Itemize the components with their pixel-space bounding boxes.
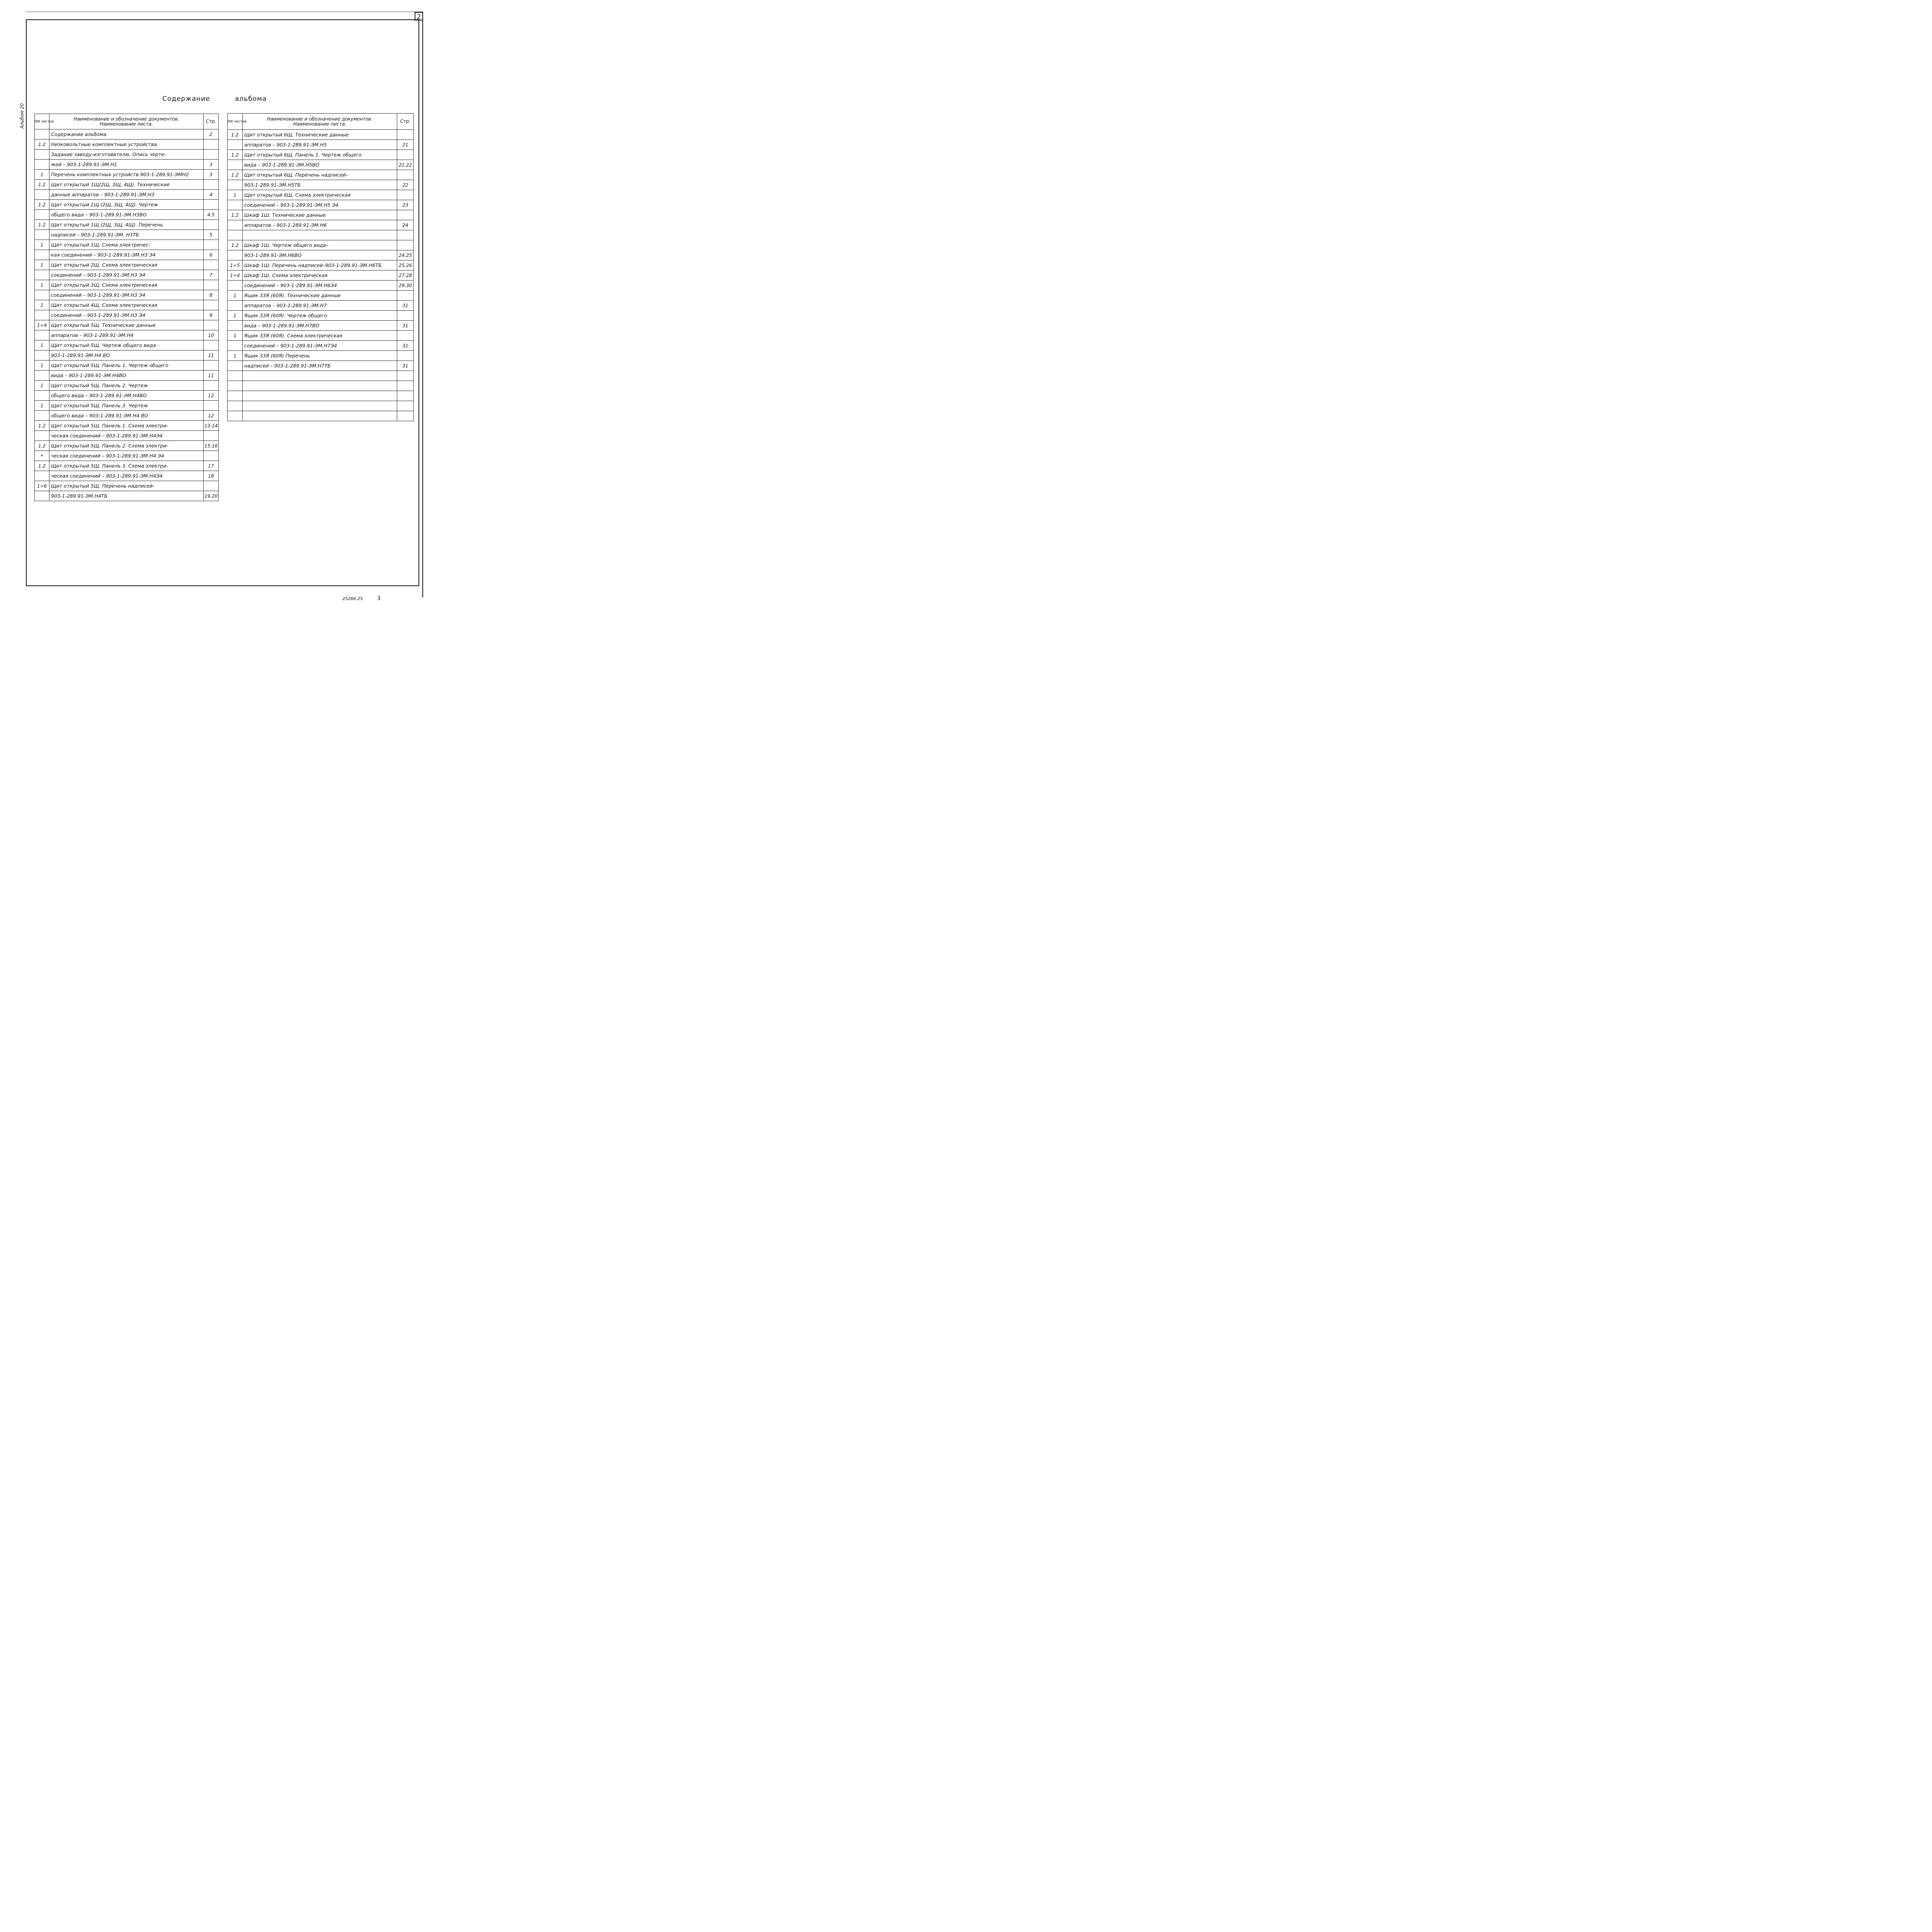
document-name-cell: аппаратов – 903-1-289.91-ЭМ.Н6 <box>243 220 397 230</box>
table-row <box>228 250 414 260</box>
table-row <box>35 471 219 481</box>
page-cell <box>397 391 414 401</box>
document-name-cell: Щит открытый 1Щ (2Щ, 3Щ, 4Щ). Перечень <box>49 220 204 230</box>
table-row <box>35 451 219 461</box>
table-row <box>35 401 219 411</box>
page-cell <box>204 150 219 160</box>
sheet-count-cell <box>35 431 49 441</box>
page-cell: 3 <box>204 170 219 180</box>
page-cell <box>204 240 219 250</box>
right-border-line <box>422 12 423 597</box>
sheet-count-cell: 1.2 <box>35 461 49 471</box>
table-row <box>35 290 219 300</box>
table-row <box>35 330 219 340</box>
table-row <box>228 260 414 270</box>
page-cell <box>397 240 414 250</box>
sheet-count-cell: 1.2 <box>35 180 49 190</box>
table-row <box>228 341 414 351</box>
sheet-count-cell: 1÷4 <box>35 320 49 330</box>
table-row <box>228 401 414 411</box>
page-cell <box>397 311 414 321</box>
document-name-cell: соединений – 903-1-289.91-ЭМ.Н7Э4 <box>243 341 397 351</box>
document-name-cell: Ящик 33Я (60Я). Схема электрическая <box>243 331 397 341</box>
sheet-count-cell: 1 <box>228 291 243 301</box>
page-cell <box>397 190 414 200</box>
document-name-cell: Щит открытый 1Щ. Схема электричес- <box>49 240 204 250</box>
sheet-count-cell: 1 <box>35 280 49 290</box>
document-name-cell: соединений – 903-1-289.91-ЭМ.Н3 Э4 <box>49 310 204 320</box>
page-cell: 15.16 <box>204 441 219 451</box>
page-cell <box>204 200 219 210</box>
table-row <box>35 300 219 310</box>
table-row <box>35 361 219 371</box>
page-title <box>162 95 278 107</box>
sheet-count-cell: 1 <box>35 340 49 350</box>
table-row <box>228 130 414 140</box>
document-name-cell: Щит открытый 1Щ(2Щ, 3Щ, 4Щ). Технические <box>49 180 204 190</box>
page-cell: 27.28 <box>397 270 414 281</box>
document-name-cell: Ящик 33Я (60Я). Чертеж общего <box>243 311 397 321</box>
page-cell <box>397 401 414 411</box>
title-word-2: альбома <box>235 95 267 103</box>
document-name-cell: соединений – 903-1-289.91-ЭМ.Н3 Э4 <box>49 270 204 280</box>
table-row <box>35 371 219 381</box>
page-cell: 13.14 <box>204 421 219 431</box>
sheet-count-cell: 1 <box>35 401 49 411</box>
page-cell: 31 <box>397 341 414 351</box>
header-name-line1: Наименование и обозначение документов. <box>73 116 179 122</box>
document-name-cell: Щит открытый 5Щ. Чертеж общего вида - <box>49 340 204 350</box>
page-cell <box>204 139 219 150</box>
table-row <box>228 281 414 291</box>
document-name-cell: надписей – 903-1-289.91-ЭМ.Н7ТБ <box>243 361 397 371</box>
document-name-cell: Щит открытый 5Щ. Перечень надписей– <box>49 481 204 491</box>
document-name-cell: Задание заводу-изготовителю. Опись черте- <box>49 150 204 160</box>
page-cell <box>204 280 219 290</box>
header-name <box>49 114 204 129</box>
sheet-count-cell <box>35 491 49 501</box>
page-cell <box>204 260 219 270</box>
page-cell: 29.30 <box>397 281 414 291</box>
table-row <box>35 220 219 230</box>
table-row <box>35 170 219 180</box>
document-name-cell: Содержание альбома. <box>49 129 204 139</box>
page-cell: 25.26 <box>397 260 414 270</box>
sheet-count-cell: 1÷5 <box>228 260 243 270</box>
header-name <box>243 114 397 130</box>
sheet-count-cell: 1.2 <box>228 130 243 140</box>
page-cell <box>204 431 219 441</box>
sheet-count-cell <box>35 210 49 220</box>
table-row <box>228 240 414 250</box>
page-cell <box>397 411 414 421</box>
page-cell: 23 <box>397 200 414 210</box>
page-cell: 31 <box>397 361 414 371</box>
table-row <box>228 311 414 321</box>
table-row <box>228 391 414 401</box>
table-row <box>35 340 219 350</box>
table-row <box>35 240 219 250</box>
sheet-count-cell: • <box>35 451 49 461</box>
sheet-count-cell <box>35 190 49 200</box>
table-row <box>35 129 219 139</box>
sheet-count-cell: 1 <box>35 240 49 250</box>
sheet-count-cell <box>35 310 49 320</box>
sheet-count-cell: 1÷6 <box>35 481 49 491</box>
sheet-count-cell <box>35 150 49 160</box>
header-page: Стр. <box>204 114 219 129</box>
document-name-cell: Щит открытый 1Щ (2Щ, 3Щ, 4Щ). Чертеж <box>49 200 204 210</box>
table-row <box>228 200 414 210</box>
sheet-count-cell <box>35 350 49 361</box>
sheet-count-cell <box>228 200 243 210</box>
table-row <box>228 381 414 391</box>
sheet-count-cell <box>228 281 243 291</box>
page-cell <box>397 371 414 381</box>
page-cell: 9 <box>204 310 219 320</box>
page-number: 2 <box>415 12 422 20</box>
document-name-cell: Низковольтные комплектные устройства <box>49 139 204 150</box>
page-cell <box>204 320 219 330</box>
contents-table-right <box>227 113 414 421</box>
sheet-count-cell: 1.2 <box>228 150 243 160</box>
page-cell: 21 <box>397 140 414 150</box>
page-cell <box>204 340 219 350</box>
document-name-cell: Щит открытый 6Щ. Перечень надписей– <box>243 170 397 180</box>
table-row <box>35 320 219 330</box>
page-cell: 24 <box>397 220 414 230</box>
sheet-count-cell: 1.2 <box>228 170 243 180</box>
table-row <box>35 270 219 280</box>
header-name-line2: Наименование листа. <box>100 121 153 127</box>
page-cell <box>204 180 219 190</box>
table-row <box>35 431 219 441</box>
sheet-count-cell <box>228 140 243 150</box>
document-name-cell: Щит открытый 4Щ. Схема электрическая <box>49 300 204 310</box>
page-cell: 17 <box>204 461 219 471</box>
sheet-count-cell <box>35 411 49 421</box>
page-cell: 19.20 <box>204 491 219 501</box>
document-name-cell: Перечень комплектных устройств 903-1-289.91-ЭМН2 <box>49 170 204 180</box>
page-cell: 22 <box>397 180 414 190</box>
page-cell: 11 <box>204 371 219 381</box>
page-cell <box>204 300 219 310</box>
document-name-cell: 903-1-289.91-ЭМ.Н4 ВО <box>49 350 204 361</box>
document-name-cell: надписей – 903-1-289.91-ЭМ. Н3ТБ <box>49 230 204 240</box>
document-name-cell: Щит открытый 6Щ. Схема электрическая <box>243 190 397 200</box>
table-row <box>228 160 414 170</box>
page-cell: 24.25 <box>397 250 414 260</box>
table-row <box>35 280 219 290</box>
header-num: NN листов <box>35 114 49 129</box>
sheet-count-cell <box>35 471 49 481</box>
document-name-cell: Шкаф 1Ш. Схема электрическая <box>243 270 397 281</box>
table-row <box>35 139 219 150</box>
sheet-count-cell: 1.2 <box>35 139 49 150</box>
sheet-count-cell: 1 <box>35 300 49 310</box>
table-row <box>35 250 219 260</box>
document-name-cell: аппаратов – 903-1-289.91-ЭМ.Н7 <box>243 301 397 311</box>
table-row <box>228 361 414 371</box>
sheet-count-cell: 1 <box>35 381 49 391</box>
document-code: 25266-25 <box>342 596 363 601</box>
table-row <box>35 411 219 421</box>
document-name-cell: ческая соединений – 903-1-289.91-ЭМ.Н4 Э4 <box>49 451 204 461</box>
page-cell <box>397 170 414 180</box>
sheet-count-cell <box>228 341 243 351</box>
sheet-count-cell <box>228 321 243 331</box>
sheet-count-cell <box>228 230 243 240</box>
sheet-count-cell <box>35 290 49 300</box>
page-cell <box>204 381 219 391</box>
page-cell: 2 <box>204 129 219 139</box>
document-name-cell: общего вида – 903-1-289.91-ЭМ.Н4 ВО <box>49 411 204 421</box>
sheet-count-cell: 1 <box>228 351 243 361</box>
page-cell: 12 <box>204 391 219 401</box>
page-cell <box>204 401 219 411</box>
sheet-count-cell <box>228 250 243 260</box>
page-cell <box>204 451 219 461</box>
document-name-cell: вида – 903-1-289.91-ЭМ.Н4ВО <box>49 371 204 381</box>
table-row <box>35 391 219 401</box>
document-name-cell <box>243 391 397 401</box>
table-row <box>35 160 219 170</box>
table-row <box>35 260 219 270</box>
document-name-cell: аппаратов – 903-1-289.91-ЭМ.Н5 <box>243 140 397 150</box>
table-row <box>228 150 414 160</box>
sheet-count-cell <box>228 180 243 190</box>
sheet-count-cell <box>228 411 243 421</box>
document-name-cell: Щит открытый 5Щ. Панель 1. Схема электри- <box>49 421 204 431</box>
sheet-count-cell: 1.2 <box>228 240 243 250</box>
page-cell <box>204 361 219 371</box>
table-row <box>228 190 414 200</box>
table-row <box>228 230 414 240</box>
document-name-cell: Ящик 33Я (60Я). Технические данные <box>243 291 397 301</box>
sheet-count-cell <box>35 371 49 381</box>
title-word-1: Содержание <box>162 95 210 103</box>
table-row <box>228 411 414 421</box>
document-name-cell: Шкаф 1Ш. Перечень надписей–903-1-289.91-ЭМ.Н6ТБ <box>243 260 397 270</box>
table-row <box>35 230 219 240</box>
document-name-cell: ческая соединений – 903-1-289.91-ЭМ.Н4Э4 <box>49 431 204 441</box>
page-cell <box>397 210 414 220</box>
document-name-cell: соединений – 903-1-289.91-ЭМ.Н3 Э4 <box>49 290 204 300</box>
page-cell: 7 <box>204 270 219 280</box>
document-name-cell: аппаратов – 903-1-289.91-ЭМ.Н4 <box>49 330 204 340</box>
table-row <box>35 310 219 320</box>
table-row <box>35 210 219 220</box>
contents-table-left <box>34 114 219 501</box>
page-cell: 18 <box>204 471 219 481</box>
sheet-count-cell <box>35 129 49 139</box>
document-name-cell: Щит открытый 3Щ. Схема электрическая <box>49 280 204 290</box>
sheet-count-cell <box>35 330 49 340</box>
document-name-cell: Щит открытый 5Щ. Панель 3. Схема электри- <box>49 461 204 471</box>
sheet-count-cell <box>35 250 49 260</box>
page-cell: 31 <box>397 301 414 311</box>
sheet-count-cell <box>228 361 243 371</box>
document-name-cell: общего вида – 903-1-289.91-ЭМ.Н3ВО <box>49 210 204 220</box>
table-row <box>35 190 219 200</box>
table-row <box>35 350 219 361</box>
sheet-count-cell: 1.2 <box>35 200 49 210</box>
table-row <box>35 180 219 190</box>
sheet-count-cell <box>228 391 243 401</box>
table-row <box>228 291 414 301</box>
page-cell <box>397 130 414 140</box>
document-name-cell: ческая соединений – 903-1-289.91-ЭМ.Н4Э4 <box>49 471 204 481</box>
document-name-cell <box>243 371 397 381</box>
album-side-label: Альбом 20 <box>19 103 25 129</box>
sheet-count-cell: 1.2 <box>35 441 49 451</box>
header-name-line1: Наименование и обозначение документов. <box>267 116 373 122</box>
document-name-cell: Ящик 33Я (60Я) Перечень <box>243 351 397 361</box>
document-name-cell: общего вида – 903-1-289.91-ЭМ.Н4ВО <box>49 391 204 401</box>
document-name-cell: Щит открытый 5Щ. Панель 3. Чертеж <box>49 401 204 411</box>
document-name-cell <box>243 401 397 411</box>
sheet-count-cell <box>228 301 243 311</box>
document-name-cell: вида – 903-1-289.91-ЭМ.Н7ВО <box>243 321 397 331</box>
table-row <box>35 461 219 471</box>
sheet-count-cell: 1 <box>228 331 243 341</box>
table-row <box>228 210 414 220</box>
document-name-cell: Щит открытый 6Щ. Технические данные <box>243 130 397 140</box>
sheet-count-cell: 1.2 <box>228 210 243 220</box>
sheet-count-cell: 1 <box>35 170 49 180</box>
sheet-count-cell <box>228 381 243 391</box>
document-name-cell: вида – 903-1-289.91-ЭМ.Н5ВО <box>243 160 397 170</box>
page-cell: 4.5 <box>204 210 219 220</box>
sheet-count-cell: 1÷4 <box>228 270 243 281</box>
sheet-count-cell: 1 <box>35 361 49 371</box>
page-cell <box>204 220 219 230</box>
table-row <box>228 270 414 281</box>
page-cell <box>397 230 414 240</box>
table-row <box>228 140 414 150</box>
table-row <box>35 381 219 391</box>
document-name-cell <box>243 411 397 421</box>
document-name-cell: 903-1-289.91-ЭМ.Н5ТБ <box>243 180 397 190</box>
page-cell <box>397 381 414 391</box>
document-name-cell: Щит открытый 5Щ. Панель 2. Чертеж <box>49 381 204 391</box>
sheet-number: 3 <box>377 595 381 602</box>
document-name-cell: Щит открытый 2Щ. Схема электрическая <box>49 260 204 270</box>
table-row <box>228 331 414 341</box>
document-name-cell: Шкаф 1Ш. Чертеж общего вида– <box>243 240 397 250</box>
table-row <box>228 170 414 180</box>
table-row <box>228 321 414 331</box>
table-row <box>35 150 219 160</box>
sheet-count-cell <box>228 401 243 411</box>
sheet-count-cell <box>228 220 243 230</box>
page-cell: 4 <box>204 190 219 200</box>
document-name-cell: кая соединений – 903-1-289.91-ЭМ.Н3 Э4 <box>49 250 204 260</box>
document-name-cell: Щит открытый 5Щ. Панель 1. Чертеж общего <box>49 361 204 371</box>
sheet-count-cell: 1 <box>228 311 243 321</box>
document-name-cell: данные аппаратов – 903-1-289.91-ЭМ.Н3 <box>49 190 204 200</box>
page-cell: 10 <box>204 330 219 340</box>
page-cell <box>397 150 414 160</box>
sheet-count-cell: 1 <box>228 190 243 200</box>
page-cell: 3 <box>204 160 219 170</box>
sheet-count-cell <box>228 371 243 381</box>
document-name-cell <box>243 381 397 391</box>
page-cell: 12 <box>204 411 219 421</box>
document-name-cell: Шкаф 1Ш. Технические данные <box>243 210 397 220</box>
sheet-count-cell <box>35 230 49 240</box>
table-row <box>35 491 219 501</box>
table-row <box>228 220 414 230</box>
page-cell: 21.22 <box>397 160 414 170</box>
sheet-count-cell <box>35 391 49 401</box>
document-name-cell: 903-1-289.91-ЭМ.Н6ВО <box>243 250 397 260</box>
table-row <box>35 481 219 491</box>
page-cell <box>397 351 414 361</box>
document-name-cell: жей – 903-1-289.91-ЭМ.Н1 <box>49 160 204 170</box>
page-cell <box>397 331 414 341</box>
sheet-count-cell <box>35 160 49 170</box>
table-row <box>35 200 219 210</box>
table-row <box>35 421 219 431</box>
page-cell: 5 <box>204 230 219 240</box>
sheet-count-cell: 1.2 <box>35 220 49 230</box>
page-cell: 11 <box>204 350 219 361</box>
document-name-cell: Щит открытый 6Щ. Панель 1. Чертеж общего <box>243 150 397 160</box>
sheet-count-cell <box>228 160 243 170</box>
page-cell <box>397 291 414 301</box>
table-row <box>228 371 414 381</box>
document-name-cell: соединений – 903-1-289.91-ЭМ.Н5 Э4 <box>243 200 397 210</box>
sheet-count-cell: 1 <box>35 260 49 270</box>
table-row <box>228 351 414 361</box>
table-row <box>228 301 414 311</box>
table-row <box>228 180 414 190</box>
header-num: NN листов <box>228 114 243 130</box>
document-name-cell: Щит открытый 5Щ. Панель 2. Схема электри- <box>49 441 204 451</box>
sheet-count-cell: 1.2 <box>35 421 49 431</box>
document-name-cell: соединений – 903-1-289.91-ЭМ.Н6Э4 <box>243 281 397 291</box>
page-cell: 31 <box>397 321 414 331</box>
document-name-cell: 903-1-289.91-ЭМ.Н4ТБ <box>49 491 204 501</box>
page-cell <box>204 481 219 491</box>
document-name-cell: Щит открытый 5Щ. Технические данные <box>49 320 204 330</box>
header-name-line2: Наименование листа. <box>293 121 347 127</box>
page-cell: 6 <box>204 250 219 260</box>
document-name-cell <box>243 230 397 240</box>
page-cell: 8 <box>204 290 219 300</box>
sheet-count-cell <box>35 270 49 280</box>
table-row <box>35 441 219 451</box>
header-page: Стр. <box>397 114 414 130</box>
